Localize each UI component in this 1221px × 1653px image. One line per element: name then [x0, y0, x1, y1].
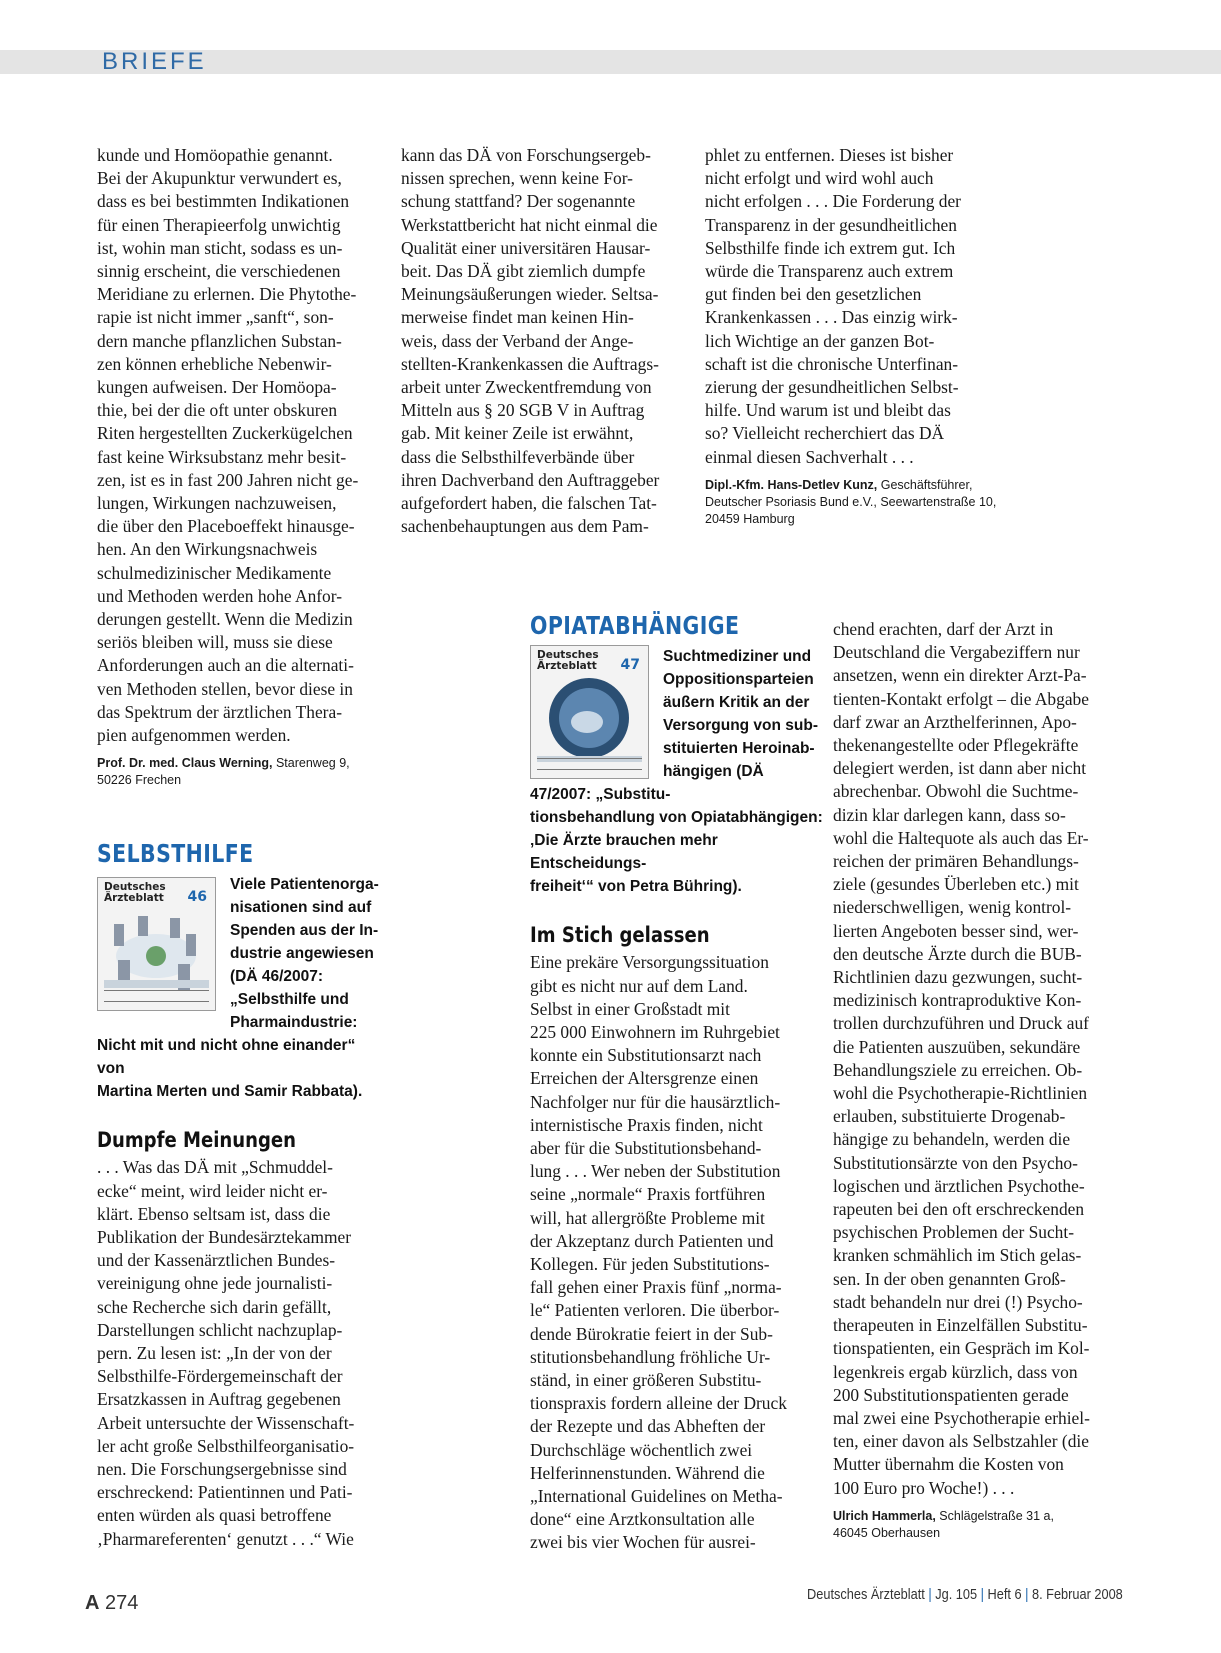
- journal-name: Deutsches Ärzteblatt: [807, 1587, 926, 1603]
- opiat-continuation: [833, 618, 1133, 1542]
- signature-address: Geschäftsführer, Deutscher Psoriasis Bund e.V., Seewartenstraße 10, 20459 Hamburg: [705, 477, 997, 526]
- section-rubric: SELBSTHILFE: [97, 839, 254, 868]
- signature-name: Ulrich Hammerla,: [833, 1508, 936, 1523]
- page-number: [85, 1592, 138, 1615]
- letter-text: Eine prekäre Versorgungssituation gibt es nicht nur auf dem Land. Selbst in einer Großstadt mit 225 000 Einwohnern im Ruhrgebiet konnte ein Substitutionsarzt nach Erreichen der Altersgrenze einen Nachfolger nur für die hausärztlich- internistische Praxis finden, nicht aber für die Substitutionsbehand- lung . . . Wer neben der Substitution seine „normale“ Praxis fortführen will, hat allergrößte Probleme mit der Akzeptanz durch Patienten und Kollegen. Für jeden Substitutions- fall gehen einer Praxis fünf „norma- le“ Patienten verloren. Die überbor- dende Bürokratie feiert in der Sub- stitutionsbehandlung fröhliche Ur- ständ, in einer größeren Substitu- tionspraxis fordern alleine der Druck der Rezepte und das Abheften der Durchschläge wöchentlich zwei Helferinnenstunden. Während die „International Guidelines on Metha- done“ eine Arztkonsultation alle zwei bis vier Wochen für ausrei-: [530, 952, 787, 1553]
- magazine-cover-thumbnail: [97, 877, 216, 1011]
- section-intro: Viele Patientenorga- nisationen sind auf Spenden aus der In- dustrie angewiesen (DÄ 46/2007: „Selbsthilfe und Pharmaindustrie: Nicht mit und nicht ohne einander“ von Martina Merten und Samir Rabbata).: [97, 876, 379, 1101]
- journal-issue: Heft 6: [987, 1587, 1022, 1603]
- cover-issue-number: 46: [187, 889, 207, 906]
- letter-text: phlet zu entfernen. Dieses ist bisher nicht erfolgt und wird wohl auch nicht erfolgen . . . Die Forderung der Transparenz in der gesundheitlichen Selbsthilfe finde ich extrem gut. Ich würde die Transparenz auch extrem gut finden bei den gesetzlichen Krankenkassen . . . Das einzig wirk- lich Wichtige an der ganzen Bot- schaft ist die chronische Unterfinan- zierung der gesundheitlichen Selbst- hilfe. Und warum ist und bleibt das so? Vielleicht recherchiert das DÄ einmal diesen Sachverhalt . . .: [705, 145, 961, 467]
- section-title: BRIEFE: [102, 48, 207, 75]
- letter-headline: Dumpfe Meinungen: [97, 1128, 297, 1153]
- letter-text: . . . Was das DÄ mit „Schmuddel- ecke“ meint, wird leider nicht er- klärt. Ebenso seltsam ist, dass die Publikation der Bundesärztekammer und der Kassenärztlichen Bundes- vereinigung ohne jede journalisti- sche Recherche sich darin gefällt, Darstellungen schlicht nachzuplap- pern. Zu lesen ist: „In der von der Selbsthilfe-Fördergemeinschaft der Ersatzkassen in Auftrag gegebenen Arbeit untersuchte der Wissenschaft- ler acht große Selbsthilfeorganisatio- nen. Die Forschungsergebnisse sind erschreckend: Patientinnen und Pati- enten würden als quasi betroffene ‚Pharmareferenten‘ genutzt . . .“ Wie: [97, 1157, 355, 1549]
- signature-name: Prof. Dr. med. Claus Werning,: [97, 756, 273, 771]
- section-rubric: OPIATABHÄNGIGE: [530, 611, 740, 640]
- cover-masthead: Deutsches Ärzteblatt: [104, 881, 166, 905]
- letter-column-1: [97, 144, 387, 789]
- journal-volume: Jg. 105: [935, 1587, 978, 1603]
- section-intro: Suchtmediziner und Oppositionsparteien äußern Kritik an der Versorgung von sub- stituierten Heroinab- hängigen (DÄ 47/2007: „Substitu- tionsbehandlung von Opiatabhängigen: ‚Die Ärzte brauchen mehr Entscheidungs- freiheit‘“ von Petra Bühring).: [530, 648, 823, 896]
- journal-date: 8. Februar 2008: [1032, 1587, 1123, 1603]
- letter-signature: [97, 755, 387, 789]
- cover-issue-number: 47: [620, 657, 640, 674]
- letter-headline: Im Stich gelassen: [530, 923, 710, 948]
- letter-column-3: [705, 144, 1005, 528]
- signature-name: Dipl.-Kfm. Hans-Detlev Kunz,: [705, 477, 878, 492]
- cover-masthead: Deutsches Ärzteblatt: [537, 649, 599, 673]
- magazine-cover-thumbnail: [530, 645, 649, 779]
- selbsthilfe-section: [97, 839, 387, 1551]
- letter-text: kunde und Homöopathie genannt. Bei der Akupunktur verwundert es, dass es bei bestimmten Indikationen für einen Therapieerfolg unwichtig ist, wohin man sticht, sodass es un- sinnig erscheint, die verschiedenen Meridiane zu erlernen. Die Phytothe- rapie ist nicht immer „sanft“, son- dern manche pflanzlichen Substan- zen können erhebliche Nebenwir- kungen aufweisen. Der Homöopa- thie, bei der die oft unter obskuren Riten hergestellten Zuckerkügelchen fast keine Wirksubstanz mehr besit- zen, ist es in fast 200 Jahren nicht ge- lungen, Wirkungen nachzuweisen, die über den Placeboeffekt hinausge- hen. An den Wirkungsnachweis schulmedizinischer Medikamente und Methoden werden hohe Anfor- derungen gestellt. Wenn die Medizin seriös bleiben will, muss sie diese Anforderungen auch an die alternati- ven Methoden stellen, bevor diese in das Spektrum der ärztlichen Thera- pien aufgenommen werden.: [97, 145, 359, 746]
- page-letter: A: [85, 1592, 100, 1614]
- signature-address: Starenweg 9, 50226 Frechen: [97, 756, 350, 788]
- letter-signature: [833, 1508, 1133, 1542]
- letter-column-2: [401, 144, 691, 538]
- letter-text: kann das DÄ von Forschungsergeb- nissen sprechen, wenn keine For- schung stattfand? Der sogenannte Werkstattbericht hat nicht einmal die Qualität einer universitären Hausar- beit. Das DÄ gibt ziemlich dumpfe Meinungsäußerungen wieder. Seltsa- merweise findet man keinen Hin- weis, dass der Verband der Ange- stellten-Krankenkassen die Auftrags- arbeit unter Zweckentfremdung von Mitteln aus § 20 SGB V in Auftrag gab. Mit keiner Zeile ist erwähnt, dass die Selbsthilfeverbände über ihren Dachverband den Auftraggeber aufgefordert haben, die falschen Tat- sachenbehauptungen aus dem Pam-: [401, 145, 660, 537]
- page-number-value: 274: [105, 1592, 139, 1614]
- letter-text: chend erachten, darf der Arzt in Deutschland die Vergabeziffern nur ansetzen, wenn ein direkter Arzt-Pa- tienten-Kontakt erfolgt – die Abgabe darf zwar an Arzthelferinnen, Apo- thekenangestellte oder Pflegekräfte delegiert werden, ist dann aber nicht abrechenbar. Obwohl die Suchtme- dizin klar darlegen kann, dass so- wohl die Haltequote als auch das Er- reichen der primären Behandlungs- ziele (gesundes Überleben etc.) mit niederschwelligen, wenig kontrol- lierten Angeboten besser sind, wer- den deutsche Ärzte durch die BUB- Richtlinien dazu gezwungen, sucht- medizinisch kontraproduktive Kon- trollen durchzuführen und Druck auf die Patienten auszuüben, sekundäre Behandlungsziele zu erreichen. Ob- wohl die Psychotherapie-Richtlinien erlauben, substituierte Drogenab- hängige zu behandeln, werden die Substitutionsärzte von den Psycho- logischen und ärztlichen Psychothe- rapeuten bei den oft erschreckenden psychischen Problemen der Sucht- kranken schmählich im Stich gelas- sen. In der oben genannten Groß- stadt behandeln nur drei (!) Psycho- therapeuten in Einzelfällen Substitu- tionspatienten, ein Gespräch im Kol- legenkreis ergab kürzlich, dass von 200 Substitutionspatienten gerade mal zwei eine Psychotherapie erhiel- ten, einer davon als Selbstzahler (die Mutter übernahm die Kosten von 100 Euro pro Woche!) . . .: [833, 619, 1090, 1498]
- letter-signature: [705, 477, 1005, 528]
- footer-citation: Deutsches Ärzteblatt | Jg. 105 | Heft 6 | 8. Februar 2008: [807, 1587, 1123, 1603]
- signature-address: Schlägelstraße 31 a, 46045 Oberhausen: [833, 1508, 1054, 1540]
- opiat-section: [530, 611, 826, 1555]
